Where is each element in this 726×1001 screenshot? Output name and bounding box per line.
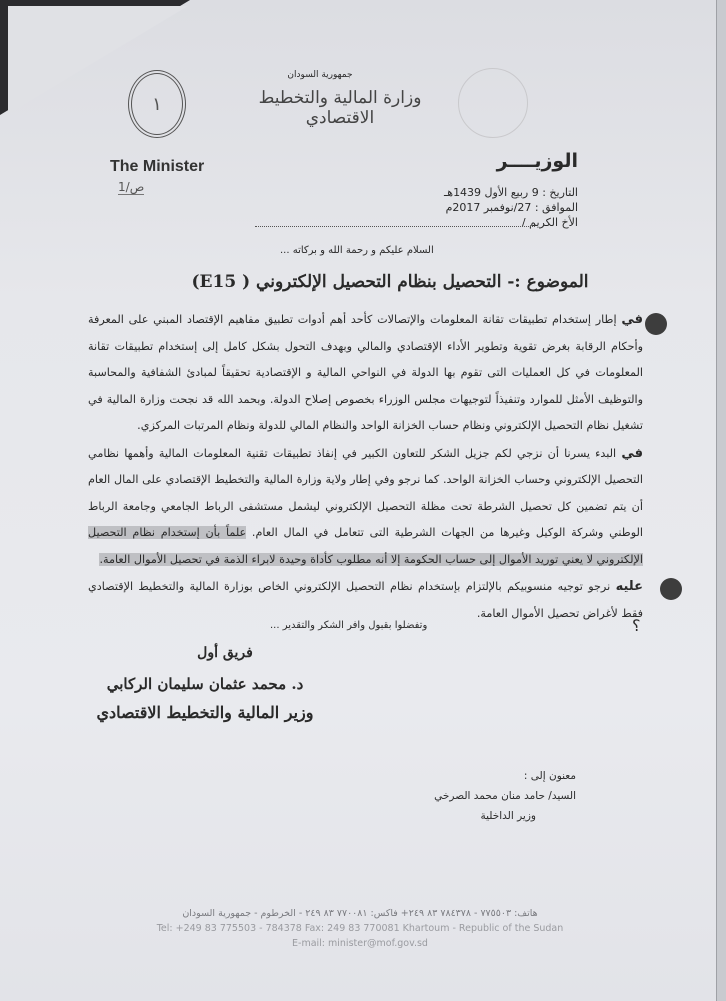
recipient-label: معنون إلى : — [523, 770, 576, 782]
ministry-name: وزارة المالية والتخطيط الاقتصادي — [258, 88, 422, 128]
letter-body — [88, 307, 643, 628]
greeting: السلام عليكم و رحمة الله و بركاته ... — [280, 245, 434, 256]
minister-title-ar: الوزيــــر — [496, 150, 578, 172]
reference-number: 1/ص — [118, 180, 145, 194]
signature-block — [70, 645, 340, 722]
punch-hole — [645, 313, 667, 335]
paragraph-1 — [88, 307, 643, 440]
paragraph-text: إطار إستخدام تطبيقات تقانة المعلومات والإتصالات كأحد أهم أدوات تطبيق مفاهيم الإقتصاد المبني على المعرفة وأحكام الرقابة بغرض تقوية وتطوير الأداء الإقتصادي والمالي وبهدف التحول بشكل كامل إلى إستخدام تطبيقات تقانة المعلومات في كل العمليات التى تقوم بها الدولة في النواحي المالية و الإقتصادية تحقيقاً لمبادئ الشفافية والمحاسبة والتوظيف الأمثل للموارد وتنفيذاً لتوجيهات مجلس الوزراء بخصوص إصلاح الدولة. وبحمد الله قد نجحت وزارة المالية في تشغيل نظام التحصيل الإلكتروني ونظام حساب الخزانة الواحد والنظام المالي للدولة ونظام المرتبات المركزي. — [88, 313, 643, 432]
recipient-name: السيد/ حامد منان محمد الصرخي — [434, 790, 576, 802]
signatory-title: وزير المالية والتخطيط الاقتصادي — [96, 703, 314, 722]
page-edge — [716, 0, 726, 1001]
republic-name: جمهورية السودان — [287, 70, 353, 80]
paragraph-lead: عليه — [615, 579, 643, 594]
footer-email: E-mail: minister@mof.gov.sd — [292, 938, 428, 949]
gregorian-date: الموافق : 27/نوفمبر 2017م — [445, 201, 578, 214]
closing-line: وتفضلوا بقبول وافر الشكر والتقدير ... — [270, 620, 428, 631]
paragraph-lead: في — [621, 445, 643, 461]
subject-line: الموضوع :- التحصيل بنظام التحصيل الإلكتروني ( E15) — [191, 272, 589, 292]
letterhead-footer — [100, 906, 620, 951]
faint-watermark-emblem — [458, 68, 528, 138]
paragraph-lead: في — [621, 312, 643, 327]
footer-arabic: هاتف: ٧٧٥٥٠٣ - ٧٨٤٣٧٨ ٨٣ ٢٤٩+ فاكس: ٧٧٠٠٨١ ٨٣ ٢٤٩ - الخرطوم - جمهورية السودان — [182, 908, 538, 919]
highlighted-text: علماً بأن إستخدام نظام التحصيل الإلكتروني لا يعني توريد الأموال إلى حساب الحكومة إلا أنه مطلوب كأداة وحيدة لابراء الذمة في تحصيل الأموال العامة. — [88, 526, 643, 566]
letter-meta — [444, 185, 578, 230]
signatory-name: د. محمد عثمان سليمان الركابي — [106, 675, 304, 693]
recipient-block — [434, 766, 576, 826]
hijri-date: التاريخ : 9 ربيع الأول 1439هـ — [444, 186, 578, 199]
addressee-line — [255, 226, 535, 227]
emblem-text: ١ — [152, 93, 162, 115]
addressee: الأخ الكريم / — [521, 216, 578, 229]
ministry-emblem — [128, 70, 186, 138]
paragraph-text: نرجو توجيه منسوبيكم بالإلتزام بإستخدام نظام التحصيل الإلكتروني الخاص بوزارة المالية والتخطيط الإقتصادي فقط لأغراض تحصيل الأموال العامة. — [88, 580, 643, 620]
minister-title-en: The Minister — [110, 158, 205, 175]
paragraph-2 — [88, 441, 643, 574]
paragraph-text: البدء يسرنا أن نزجي لكم جزيل الشكر للتعاون الكبير في إنفاذ تطبيقات تقنية المعلومات المالية وأهمها نظامي التحصيل الإلكتروني وحساب الخزانة الواحد. كما نرجو وفي إطار ولاية وزارة المالية والتخطيط الإقتصادي على المال العام أن يتم تضمين كل تحصيل الشرطة تحت مظلة التحصيل الإلكتروني ليشمل مستشفى الرباط الجامعي وجامعة الرباط الوطني وشركة الوكيل وغيرها من الجهات الشرطية التى تتعامل في المال العام. — [88, 446, 644, 539]
footer-english: Tel: +249 83 775503 - 784378 Fax: 249 83 770081 Khartoum - Republic of the Sudan — [156, 923, 564, 934]
punch-hole — [660, 578, 682, 600]
recipient-title: وزير الداخلية — [480, 810, 536, 822]
signatory-rank: فريق أول — [197, 645, 253, 661]
margin-mark: ؟ — [632, 616, 641, 635]
